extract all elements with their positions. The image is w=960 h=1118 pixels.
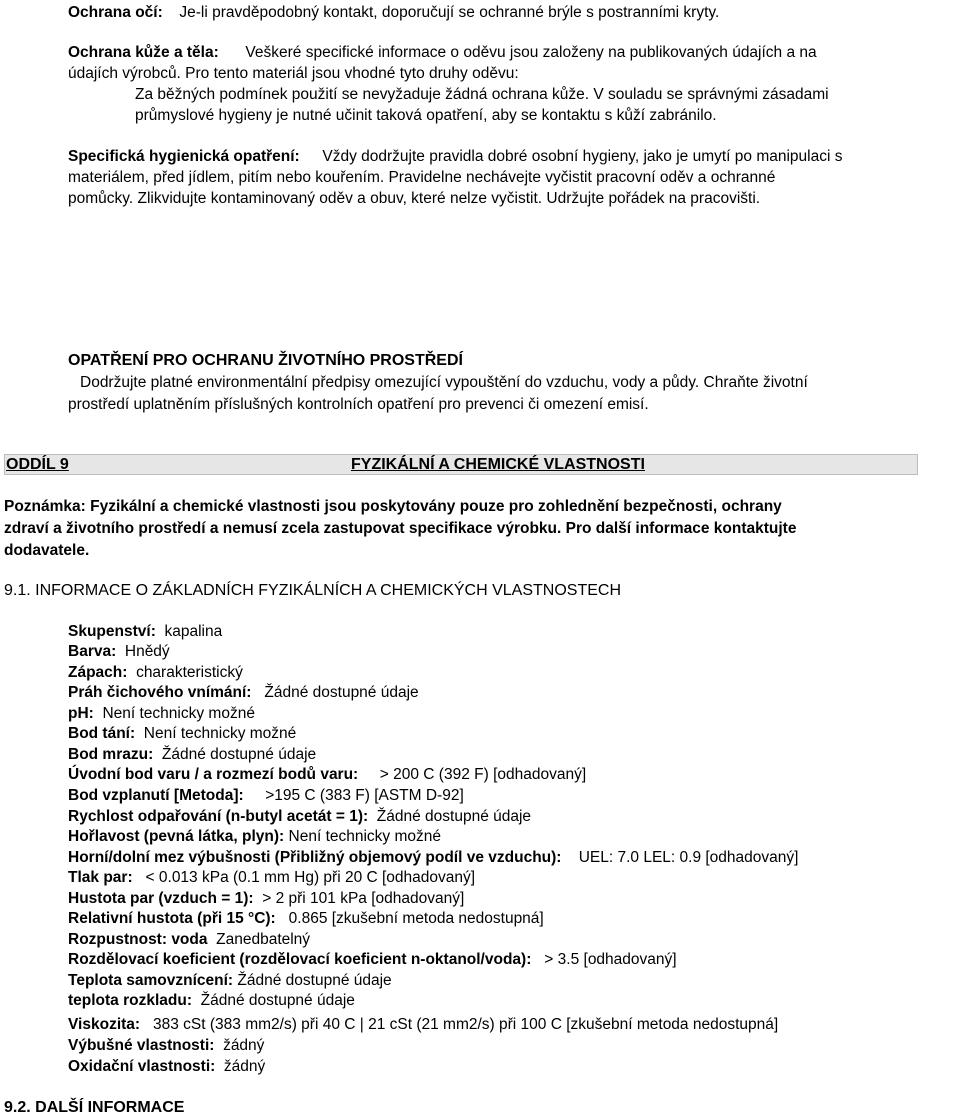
property-row [68,744,316,765]
property-label: Horní/dolní mez výbušnosti (Přibližný objemový podíl ve vzduchu): [68,849,562,866]
environment-line1: Dodržujte platné environmentální předpisy omezující vypouštění do vzduchu, vody a půdy. Chraňte životní [80,374,808,391]
skin-protection-line2: údajích výrobců. Pro tento materiál jsou vhodné tyto druhy oděvu: [68,65,519,82]
property-row [68,990,355,1011]
skin-protection-label: Ochrana kůže a těla: [68,44,219,61]
property-value: Není technicky možné [102,705,255,722]
property-label: Relativní hustota (při 15 °C): [68,910,276,927]
eye-protection [68,2,719,23]
property-row [68,1035,264,1056]
property-value: Není technicky možné [288,828,442,845]
property-row [68,908,544,929]
skin-protection-line4: průmyslové hygieny je nutné učinit taková opatření, aby se kontaktu s kůží zabránilo. [135,107,717,124]
property-row [68,1056,265,1077]
hygiene-line2: materiálem, před jídlem, pitím nebo kouřením. Pravidelne nechávejte vyčistit pracovní oděv a ochranné [68,169,776,186]
property-value: < 0.013 kPa (0.1 mm Hg) při 20 C [odhadovaný] [145,869,476,886]
subsection-9-2-heading: 9.2. DALŠÍ INFORMACE [4,1099,185,1116]
property-value: UEL: 7.0 LEL: 0.9 [odhadovaný] [578,849,799,866]
note-line3: dodavatele. [4,542,90,559]
property-label: Bod vzplanutí [Metoda]: [68,787,244,804]
property-row [68,847,798,868]
property-row [68,806,531,827]
property-value: 0.865 [zkušební metoda nedostupná] [288,910,544,927]
property-value: charakteristický [136,664,243,681]
subsection-9-1-heading: 9.1. INFORMACE O ZÁKLADNÍCH FYZIKÁLNÍCH A CHEMICKÝCH VLASTNOSTECH [4,582,621,599]
property-label: Oxidační vlastnosti: [68,1058,216,1075]
property-value: >195 C (383 F) [ASTM D-92] [265,787,464,804]
property-label: Hořlavost (pevná látka, plyn): [68,828,285,845]
property-value: Žádné dostupné údaje [264,684,419,701]
property-value: Žádné dostupné údaje [237,972,392,989]
property-label: Výbušné vlastnosti: [68,1037,215,1054]
property-value: Žádné dostupné údaje [376,808,532,825]
environment-line2: prostředí uplatněním příslušných kontrolních opatření pro prevenci či omezení emisí. [68,396,649,413]
property-row [68,929,310,950]
property-label: Viskozita: [68,1016,141,1033]
property-row [68,826,441,847]
eye-protection-text: Je-li pravděpodobný kontakt, doporučují se ochranné brýle s postranními kryty. [179,4,720,21]
note-line2: zdraví a životního prostředí a nemusí zcela zastupovat specifikace výrobku. Pro další informace kontaktujte [4,520,797,537]
property-row [68,785,464,806]
property-label: teplota rozkladu: [68,992,193,1009]
property-value: Hnědý [124,643,170,660]
hygiene-line1: Vždy dodržujte pravidla dobré osobní hygieny, jako je umytí po manipulaci s [322,148,843,165]
property-label: Barva: [68,643,117,660]
property-row [68,1014,778,1035]
property-label: pH: [68,705,94,722]
hygiene-line3: pomůcky. Zlikvidujte kontaminovaný oděv a obuv, které nelze vyčistit. Udržujte pořádek na pracovišti. [68,190,761,207]
property-value: kapalina [164,623,223,640]
property-label: Teplota samovznícení: [68,972,234,989]
property-value: Žádné dostupné údaje [161,746,317,763]
property-value: > 200 C (392 F) [odhadovaný] [379,766,587,783]
property-row [68,949,677,970]
property-row [68,621,222,642]
property-label: Úvodní bod varu / a rozmezí bodů varu: [68,766,359,783]
property-row [68,888,464,909]
property-label: Rozdělovací koeficient (rozdělovací koeficient n-oktanol/voda): [68,951,532,968]
environment-title: OPATŘENÍ PRO OCHRANU ŽIVOTNÍHO PROSTŘEDÍ [68,352,463,369]
property-row [68,867,475,888]
property-value: 383 cSt (383 mm2/s) při 40 C | 21 cSt (21 mm2/s) při 100 C [zkušební metoda nedostupná] [153,1016,779,1033]
property-label: Rozpustnost: voda [68,931,208,948]
property-label: Tlak par: [68,869,133,886]
skin-protection [68,42,817,63]
property-row [68,703,255,724]
property-value: žádný [223,1058,266,1075]
property-value: Není technicky možné [143,725,297,742]
section-number: ODDÍL 9 [6,456,69,473]
property-value: > 3.5 [odhadovaný] [544,951,677,968]
property-label: Hustota par (vzduch = 1): [68,890,254,907]
property-label: Práh čichového vnímání: [68,684,252,701]
hygiene-measures [68,146,842,167]
property-value: Zanedbatelný [216,931,311,948]
property-value: > 2 při 101 kPa [odhadovaný] [262,890,465,907]
property-label: Bod mrazu: [68,746,154,763]
skin-protection-line3: Za běžných podmínek použití se nevyžaduje žádná ochrana kůže. V souladu se správnými zásadami [135,86,829,103]
property-row [68,764,586,785]
property-label: Bod tání: [68,725,136,742]
property-row [68,970,392,991]
section-header-bar [4,454,918,475]
section-title: FYZIKÁLNÍ A CHEMICKÉ VLASTNOSTI [351,456,645,473]
hygiene-label: Specifická hygienická opatření: [68,148,300,165]
property-row [68,682,419,703]
property-label: Rychlost odpařování (n-butyl acetát = 1): [68,808,369,825]
note-line1: Poznámka: Fyzikální a chemické vlastnosti jsou poskytovány pouze pro zohlednění bezpečnosti, ochrany [4,498,782,515]
property-value: žádný [223,1037,265,1054]
property-label: Skupenství: [68,623,156,640]
property-row [68,641,170,662]
property-value: Žádné dostupné údaje [200,992,355,1009]
skin-protection-line1: Veškeré specifické informace o oděvu jsou založeny na publikovaných údajích a na [245,44,817,61]
property-row [68,723,296,744]
property-row [68,662,243,683]
eye-protection-label: Ochrana očí: [68,4,163,21]
property-label: Zápach: [68,664,128,681]
